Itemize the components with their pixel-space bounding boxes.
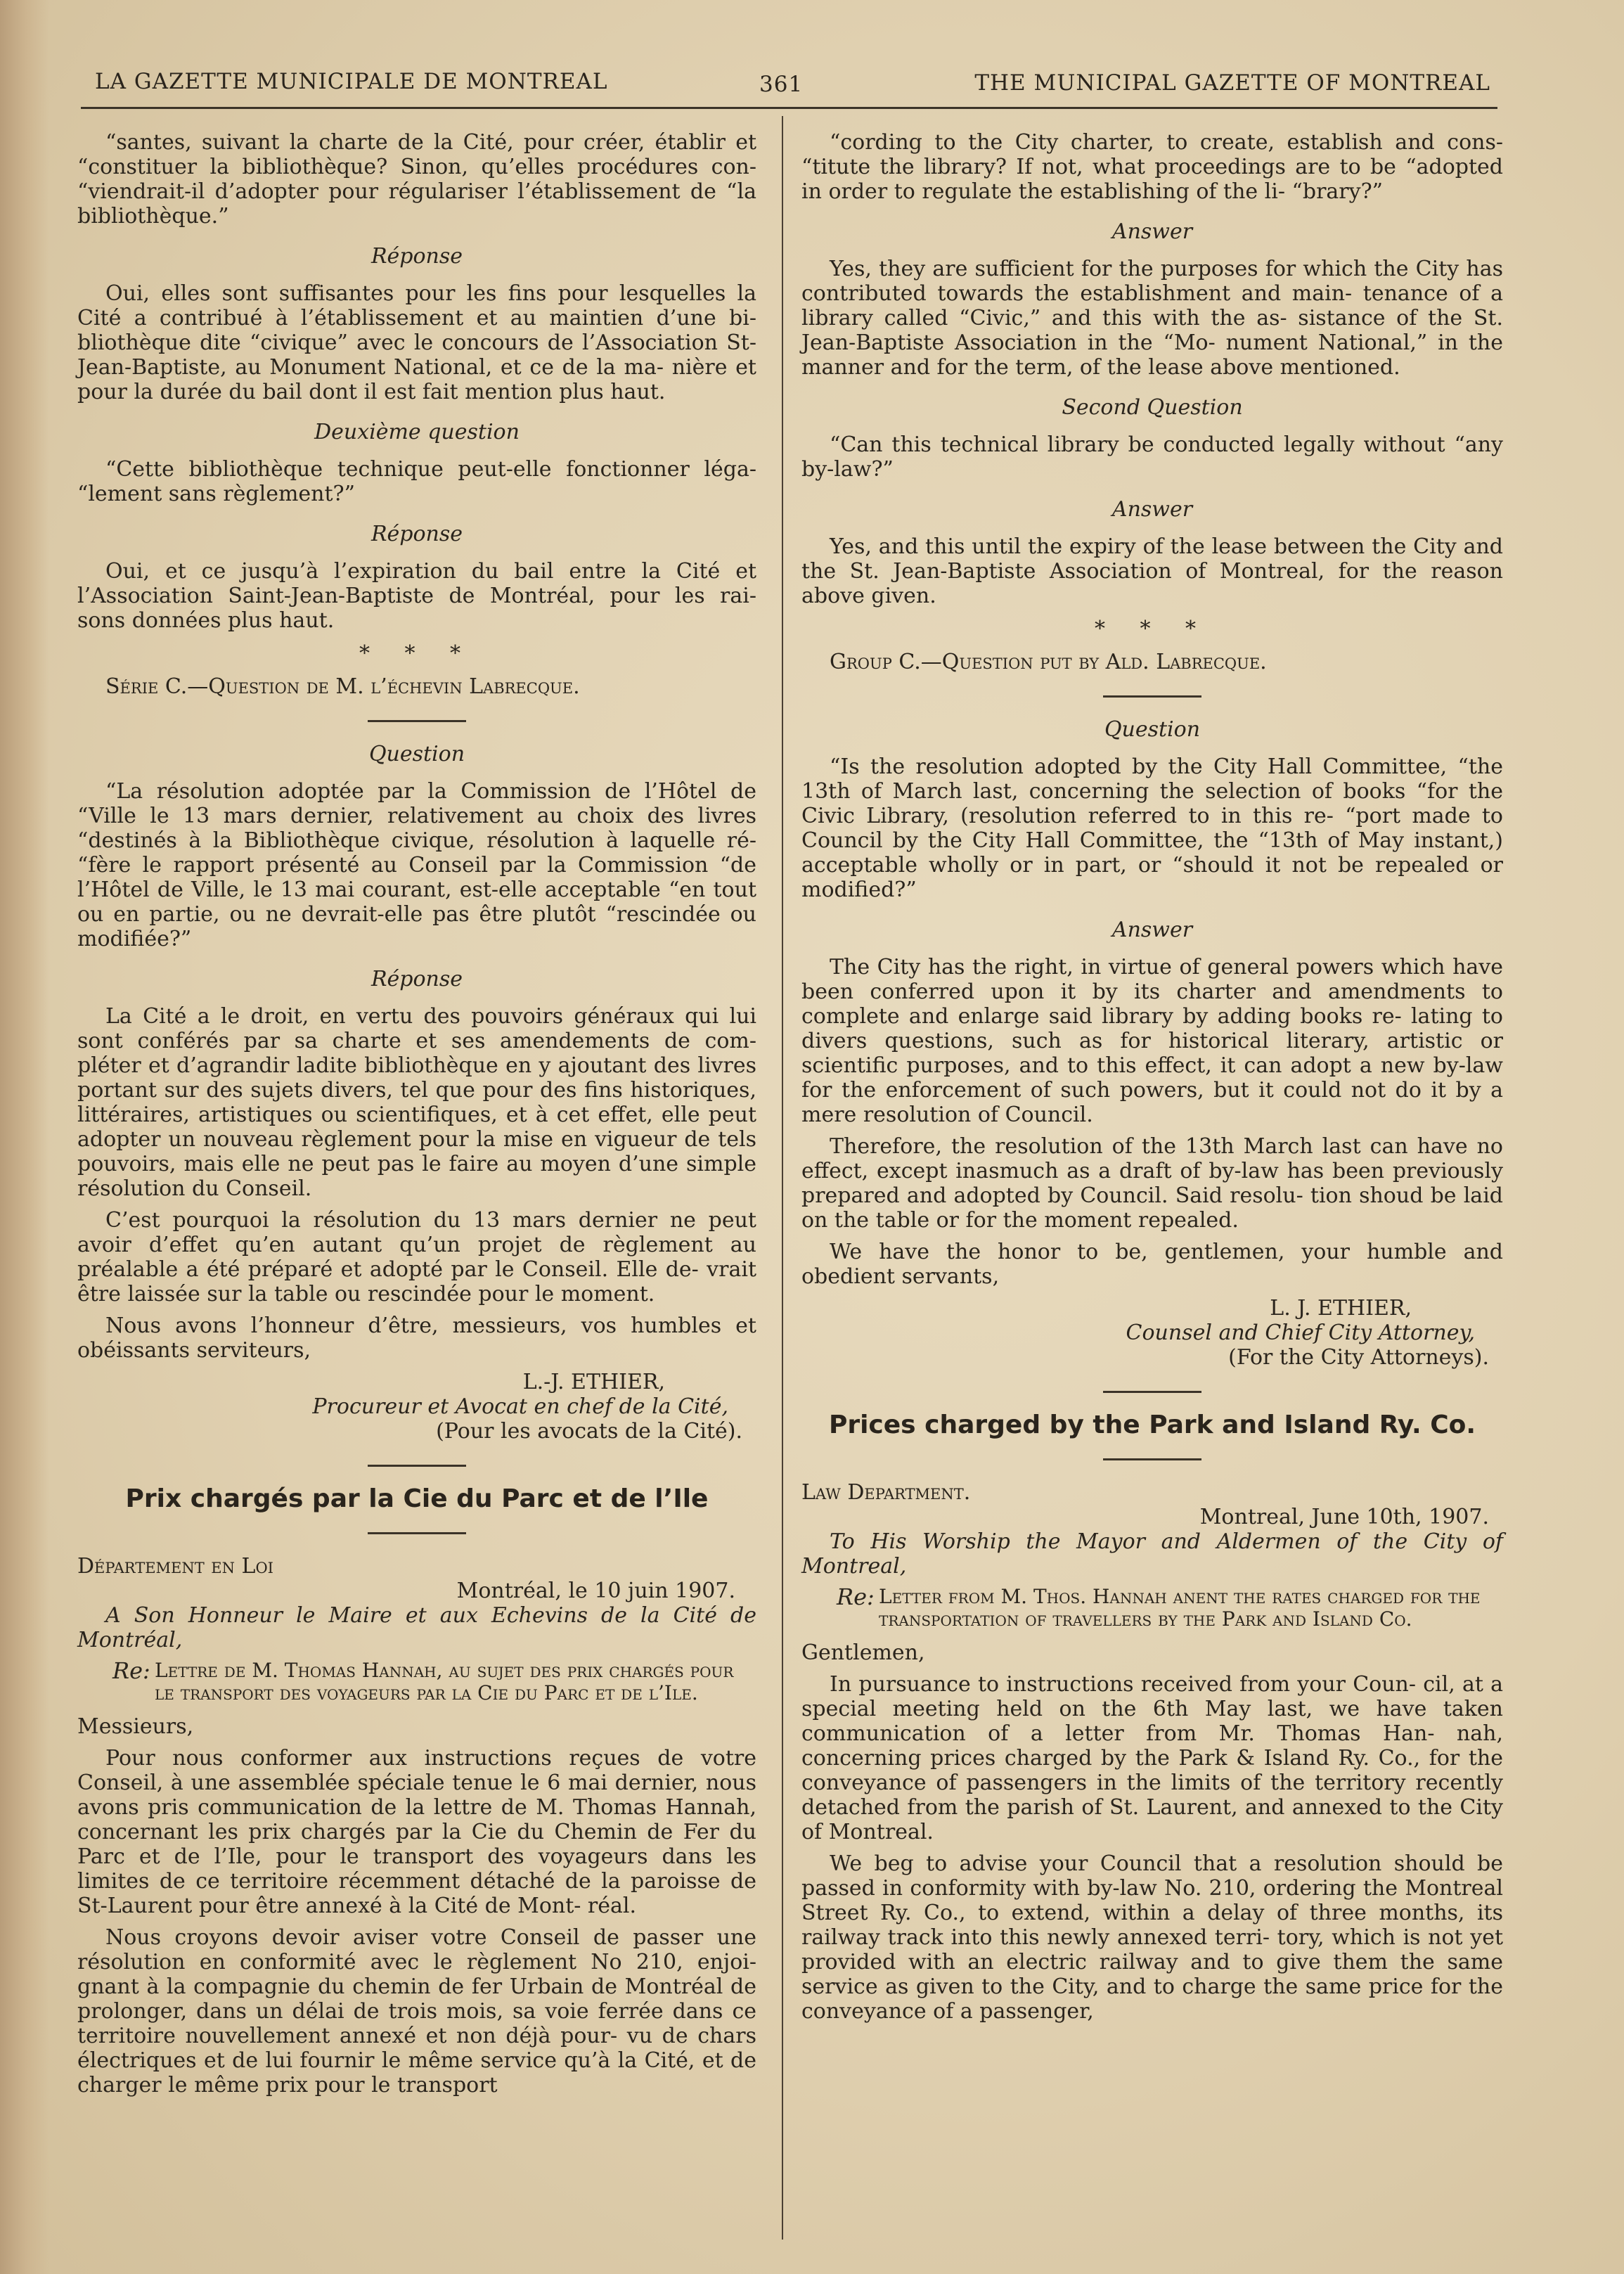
- paragraph: We have the honor to be, gentlemen, your humble and obedient servants,: [801, 1240, 1503, 1289]
- question-heading: Question: [368, 742, 465, 766]
- page-number: 361: [759, 72, 804, 97]
- paragraph: Nous avons l’honneur d’être, messieurs, vos humbles et obéissants serviteurs,: [77, 1313, 756, 1363]
- short-rule: [1103, 695, 1201, 698]
- column-divider: [782, 116, 783, 2240]
- group-heading: Group C.—Question put by Ald. Labrecque.: [830, 650, 1267, 674]
- re-label: Re:: [837, 1584, 875, 1610]
- series-heading: Série C.—Question de M. l’échevin Labrecque.: [105, 674, 580, 699]
- letter-address: A Son Honneur le Maire et aux Echevins de la Cité de Montréal,: [77, 1603, 756, 1652]
- reponse-heading: Réponse: [370, 522, 463, 546]
- paragraph: “Can this technical library be conducted legally without “any by-law?”: [801, 432, 1503, 482]
- signature-title: Counsel and Chief City Attorney,: [1126, 1321, 1475, 1345]
- section-title: Prices charged by the Park and Island Ry. Co.: [828, 1411, 1476, 1439]
- paragraph: Yes, and this until the expiry of the lease between the City and the St. Jean-Baptiste Association of Montreal, for the reason above given.: [801, 534, 1503, 608]
- reponse-heading: Réponse: [370, 244, 463, 269]
- signature-subtitle: (Pour les avocats de la Cité).: [436, 1419, 742, 1444]
- paragraph: C’est pourquoi la résolution du 13 mars dernier ne peut avoir d’effet qu’en autant qu’un projet de règlement au préalable a été préparé et adopté par le Conseil. Elle de- vrait être laissée sur la table ou rescindée pour le moment.: [77, 1208, 756, 1306]
- short-rule: [368, 1532, 466, 1534]
- re-text: Lettre de M. Thomas Hannah, au sujet des prix chargés pour le transport des voyageurs par la Cie du Parc et de l’Ile.: [155, 1659, 734, 1704]
- question-heading: Deuxième question: [314, 420, 520, 444]
- letter-date: Montréal, le 10 juin 1907.: [456, 1579, 735, 1603]
- short-rule: [1103, 1458, 1201, 1460]
- signature-subtitle: (For the City Attorneys).: [1228, 1345, 1489, 1370]
- paragraph: Therefore, the resolution of the 13th March last can have no effect, except inasmuch as a draft of by-law has been previously prepared and adopted by Council. Said resolu- tion shoud be laid on the table or for the moment repealed.: [801, 1134, 1503, 1233]
- short-rule: [1103, 1391, 1201, 1393]
- paragraph: “cording to the City charter, to create, establish and cons- “titute the library? If not, what proceedings are to be “adopted in order to regulate the establishing of the li- “brary?”: [801, 130, 1503, 204]
- paragraph: In pursuance to instructions received from your Coun- cil, at a special meeting held on the 6th May last, we have taken communication of a letter from Mr. Thomas Han- nah, concerning prices charged by the Park & Island Ry. Co., for the conveyance of passengers in the limits of the territory recently detached from the parish of St. Laurent, and annexed to the City of Montreal.: [801, 1672, 1503, 1844]
- paragraph: Oui, elles sont suffisantes pour les fins pour lesquelles la Cité a contribué à l’établissement et au maintien d’une bi- bliothèque dite “civique” avec le concours de l’Association St-Jean-Baptiste, au Monument National, et ce de la ma- nière et pour la durée du bail dont il est fait mention plus haut.: [77, 281, 756, 404]
- paragraph: We beg to advise your Council that a resolution should be passed in conformity with by-law No. 210, ordering the Montreal Street Ry. Co., to extend, within a delay of three months, its railway track into this newly annexed terri- tory, which is not yet provided with an electric railway and to give them the same service as given to the City, and to charge the same price for the conveyance of a passenger,: [801, 1851, 1503, 2024]
- re-subject: [801, 1586, 1503, 1631]
- paragraph: Nous croyons devoir aviser votre Conseil de passer une résolution en conformité avec le règlement No 210, enjoi- gnant à la compagnie du chemin de fer Urbain de Montréal de prolonger, dans un délai de trois mois, sa voie ferrée dans ce territoire nouvellement annexé et non déjà pour- vu de chars électriques et de lui fournir le même service qu’à la Cité, et de charger le même prix pour le transport: [77, 1925, 756, 2098]
- re-label: Re:: [112, 1657, 150, 1684]
- re-subject: [77, 1659, 756, 1704]
- salutation: Messieurs,: [77, 1714, 194, 1739]
- letter-date: Montreal, June 10th, 1907.: [1199, 1505, 1489, 1529]
- paragraph: “Is the resolution adopted by the City Hall Committee, “the 13th of March last, concerning the selection of books “for the Civic Library, (resolution referred to in this re- “port made to Council by the City Hall Committee, the “13th of May instant,) acceptable wholly or in part, or “should it not be repealed or modified?”: [801, 754, 1503, 902]
- paragraph: Yes, they are sufficient for the purposes for which the City has contributed towards the establishment and main- tenance of a library called “Civic,” and this with the as- sistance of the St. Jean-Baptiste Association in the “Mo- nument National,” in the manner and for the term, of the lease above mentioned.: [801, 257, 1503, 380]
- header-english-title: THE MUNICIPAL GAZETTE OF MONTREAL: [974, 70, 1490, 96]
- paragraph: “santes, suivant la charte de la Cité, pour créer, établir et “constituer la bibliothèque? Sinon, qu’elles procédures con- “viendrait-il d’adopter pour régulariser l’établissement de “la bibliothèque.”: [77, 130, 756, 229]
- re-text: Letter from M. Thos. Hannah anent the rates charged for the transportation of travellers by the Park and Island Co.: [879, 1585, 1481, 1631]
- signature-name: L.-J. ETHIER,: [522, 1370, 665, 1394]
- short-rule: [368, 1465, 466, 1467]
- department-label: Law Department.: [801, 1480, 971, 1505]
- short-rule: [368, 720, 466, 722]
- question-heading: Question: [1104, 717, 1201, 742]
- paragraph: “Cette bibliothèque technique peut-elle fonctionner léga- “lement sans règlement?”: [77, 457, 756, 506]
- section-separator-stars: * * *: [359, 641, 475, 666]
- answer-heading: Answer: [1111, 219, 1193, 244]
- letter-address: To His Worship the Mayor and Aldermen of the City of Montreal,: [801, 1529, 1503, 1579]
- paragraph: “La résolution adoptée par la Commission de l’Hôtel de “Ville le 13 mars dernier, relativement au choix des livres “destinés à la Bibliothèque civique, résolution à laquelle ré- “fère le rapport présenté au Conseil par la Commission “de l’Hôtel de Ville, le 13 mai courant, est-elle acceptable “en tout ou en partie, ou ne devrait-elle pas être plutôt “rescindée ou modifiée?”: [77, 779, 756, 951]
- question-heading: Second Question: [1062, 395, 1243, 420]
- header-rule: [81, 107, 1497, 109]
- header-french-title: LA GAZETTE MUNICIPALE DE MONTREAL: [95, 69, 608, 94]
- page-header: [88, 69, 1490, 111]
- paragraph: La Cité a le droit, en vertu des pouvoirs généraux qui lui sont conférés par sa charte et ses amendements de com- pléter et d’agrandir ladite bibliothèque en y ajoutant des livres portant sur des sujets divers, tel que pour des fins historiques, littéraires, artistiques ou scientifiques, et à cet effet, elle peut adopter un nouveau règlement pour la mise en vigueur de tels pouvoirs, mais elle ne peut pas le faire au moyen d’une simple résolution du Conseil.: [77, 1004, 756, 1201]
- section-separator-stars: * * *: [1094, 617, 1211, 641]
- reponse-heading: Réponse: [370, 967, 463, 991]
- paragraph: Oui, et ce jusqu’à l’expiration du bail entre la Cité et l’Association Saint-Jean-Baptiste de Montréal, pour les rai- sons données plus haut.: [77, 559, 756, 633]
- salutation: Gentlemen,: [801, 1640, 925, 1665]
- department-label: Département en Loi: [77, 1554, 273, 1579]
- section-title: Prix chargés par la Cie du Parc et de l’Ile: [125, 1484, 709, 1513]
- page-binding-edge: [0, 0, 49, 2274]
- answer-heading: Answer: [1111, 497, 1193, 522]
- signature-title: Procureur et Avocat en chef de la Cité,: [312, 1394, 728, 1419]
- english-column: [801, 130, 1503, 2031]
- french-column: [77, 130, 756, 2105]
- paragraph: The City has the right, in virtue of general powers which have been conferred upon it by its charter and amendments to complete and enlarge said library by adding books re- lating to divers questions, such as for historical literary, artistic or scientific purposes, and to this effect, it can adopt a new by-law for the enforcement of such powers, but it could not do it by a mere resolution of Council.: [801, 955, 1503, 1127]
- answer-heading: Answer: [1111, 918, 1193, 942]
- paragraph: Pour nous conformer aux instructions reçues de votre Conseil, à une assemblée spéciale tenue le 6 mai dernier, nous avons pris communication de la lettre de M. Thomas Hannah, concernant les prix chargés par la Cie du Chemin de Fer du Parc et de l’Ile, pour le transport des voyageurs dans les limites de ce territoire récemment détaché de la paroisse de St-Laurent pour être annexé à la Cité de Mont- réal.: [77, 1746, 756, 1918]
- signature-name: L. J. ETHIER,: [1270, 1296, 1412, 1321]
